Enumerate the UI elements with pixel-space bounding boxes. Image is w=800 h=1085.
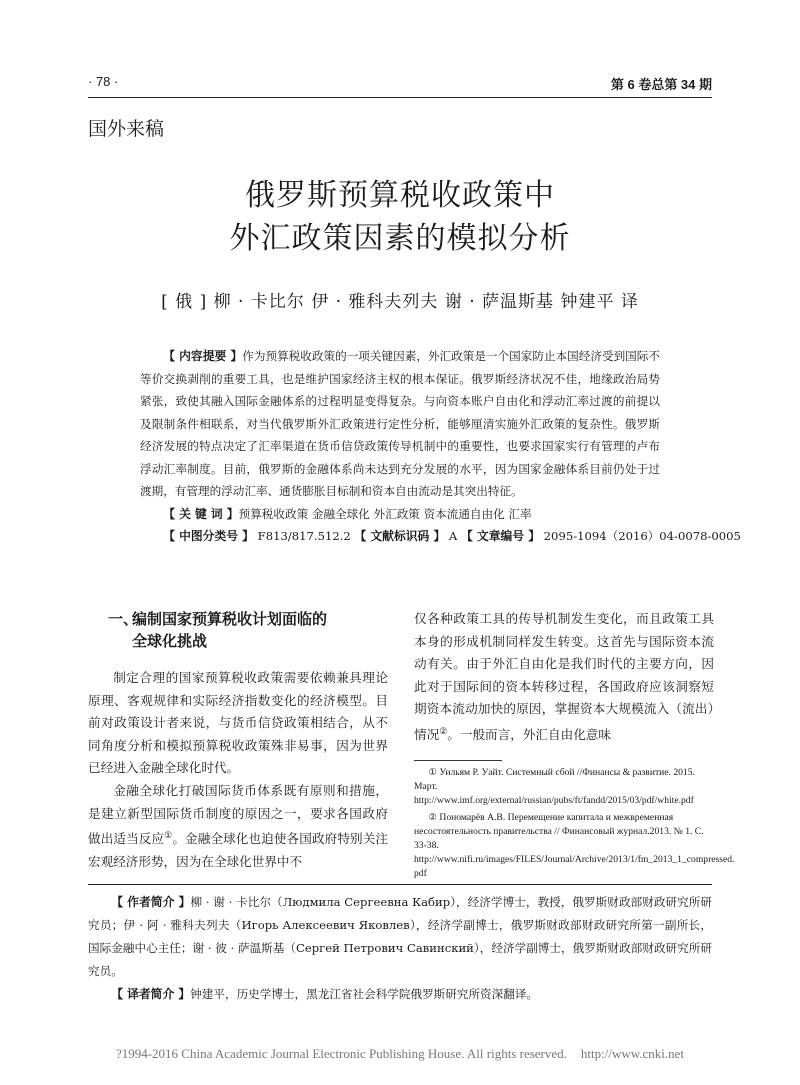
- clc-label: 【 中图分类号 】: [163, 529, 254, 543]
- heading-line-2: 全球化挑战: [132, 632, 208, 650]
- clc-value: F813/817.512.2: [253, 529, 355, 543]
- footnotes: [414, 766, 735, 884]
- issue-label: 第 6 卷总第 34 期: [610, 77, 712, 92]
- body-left-column: [88, 667, 388, 874]
- body-paragraph-2: [88, 780, 388, 874]
- body-right-text-a: 仅各种政策工具的传导机制发生变化，而且政策工具本身的形成机制同样发生转变。这首先与国际资本流动有关。由于外汇自由化是我们时代的主要方向，因此对于国际间的资本转移过程，各国政府应该洞察短期资本流动加快的原因，掌握资本大规模流入（流出）情况: [414, 611, 714, 743]
- translator-bio-label: 【 译者简介 】: [111, 987, 191, 1001]
- title-line-1: 俄罗斯预算税收政策中: [245, 178, 555, 213]
- authors: [ 俄 ] 柳 · 卡比尔 伊 · 雅科夫列夫 谢 · 萨温斯基 钟建平 译: [161, 292, 639, 312]
- translator-bio: [88, 983, 712, 1006]
- page-number: · 78 ·: [88, 74, 119, 89]
- bio-rule: [88, 884, 712, 885]
- bio-block: [88, 891, 712, 1006]
- abstract-label: 【 内容提要 】: [163, 349, 243, 363]
- title-line-2: 外汇政策因素的模拟分析: [229, 221, 571, 256]
- doc-code-label: 【 文献标识码 】: [354, 529, 446, 543]
- heading-number: 一、: [108, 610, 139, 628]
- author-bio-label: 【 作者简介 】: [111, 895, 191, 909]
- section-label: 国外来稿: [88, 118, 165, 140]
- classification: [140, 525, 741, 548]
- author-bio: [88, 891, 712, 983]
- footnote-ref-2: ②: [439, 726, 448, 737]
- body-paragraph-continued: [414, 608, 714, 747]
- copyright-footer: [0, 1046, 800, 1062]
- article-number-label: 【 文章编号 】: [461, 529, 540, 543]
- article-number-value: 2095-1094（2016）04-0078-0005: [540, 529, 741, 543]
- body-right-column: [414, 608, 714, 747]
- footnote-ref-1: ①: [164, 831, 173, 842]
- heading-line-1: 编制国家预算税收计划面临的: [132, 610, 328, 628]
- body-paragraph-1: 制定合理的国家预算税收政策需要依赖兼具理论原理、客观规律和实际经济指数变化的经济模型。目前对政策设计者来说，与货币信贷政策相结合，从不同角度分析和模拟预算税收政策殊非易事，因为世界已经进入金融全球化时代。: [88, 670, 388, 776]
- body-paragraph-2-text-b: 。金融全球化也迫使各国政府特别关注宏观经济形势，因为在全球化世界中不: [88, 831, 388, 869]
- author-bio-text: 柳 · 谢 · 卡比尔（Людмила Сергеевна Кабир），经济学博士，教授，俄罗斯财政部财政研究所研究员；伊 · 阿 · 雅科夫列夫（Игорь Алексеевич Яковлев），经济学副博士，俄罗斯财政部财政研究所第一副所长，国际金融中心主任；谢 · 彼 · 萨温斯基（Сергей Петрович Савинский），经济学副博士，俄罗斯财政部财政研究所研究员。: [88, 895, 712, 978]
- keywords: [140, 503, 660, 526]
- section-heading: [88, 608, 388, 652]
- copyright-text: ?1994-2016 China Academic Journal Electronic Publishing House. All rights reserved.: [115, 1046, 567, 1061]
- footer-url: http://www.cnki.net: [580, 1046, 685, 1061]
- doc-code-value: A: [445, 529, 461, 543]
- body-right-text-b: 。一般而言，外汇自由化意味: [447, 727, 611, 743]
- abstract-block: [140, 345, 741, 548]
- footnote-2: ② Пономарёв А.В. Перемещение капитала и межвременная несостоятельность правительства // Финансовый журнал.2013. № 1. С. 33-38. http://www.nifi.ru/images/FILES/Journal/Archive/2013/1/fm_2013_1_compressed. pdf: [414, 811, 735, 880]
- abstract: [140, 345, 660, 503]
- abstract-text: 作为预算税收政策的一项关键因素，外汇政策是一个国家防止本国经济受到国际不等价交换剥削的重要工具，也是维护国家经济主权的根本保证。俄罗斯经济状况不佳，地缘政治局势紧张，致使其融入国际金融体系的过程明显变得复杂。与向资本账户自由化和浮动汇率过渡的前提以及限制条件相联系，对当代俄罗斯外汇政策进行定性分析，能够厘清实施外汇政策的复杂性。俄罗斯经济发展的特点决定了汇率渠道在货币信贷政策传导机制中的重要性，也要求国家实行有管理的卢布浮动汇率制度。目前，俄罗斯的金融体系尚未达到充分发展的水平，因为国家金融体系目前仍处于过渡期，有管理的浮动汇率、通货膨胀目标制和资本自由流动是其突出特征。: [140, 349, 660, 498]
- translator-bio-text: 钟建平，历史学博士，黑龙江省社会科学院俄罗斯研究所资深翻译。: [190, 987, 539, 1001]
- footnote-rule: [414, 760, 502, 761]
- keywords-text: 预算税收政策 金融全球化 外汇政策 资本流通自由化 汇率: [238, 506, 532, 521]
- header-rule: [88, 97, 712, 98]
- body-paragraph-2-text-a: 金融全球化打破国际货币体系既有原则和措施，是建立新型国际货币制度的原因之一，要求各国政府做出适当反应: [88, 782, 388, 847]
- footnote-1: ① Уильям Р. Уайт. Системный сбой //Финансы & развитие. 2015. Март. http://www.imf.org/external/russian/pubs/ft/fandd/2015/03/pdf/white.pdf: [414, 767, 695, 807]
- keywords-label: 【 关 键 词 】: [163, 506, 239, 521]
